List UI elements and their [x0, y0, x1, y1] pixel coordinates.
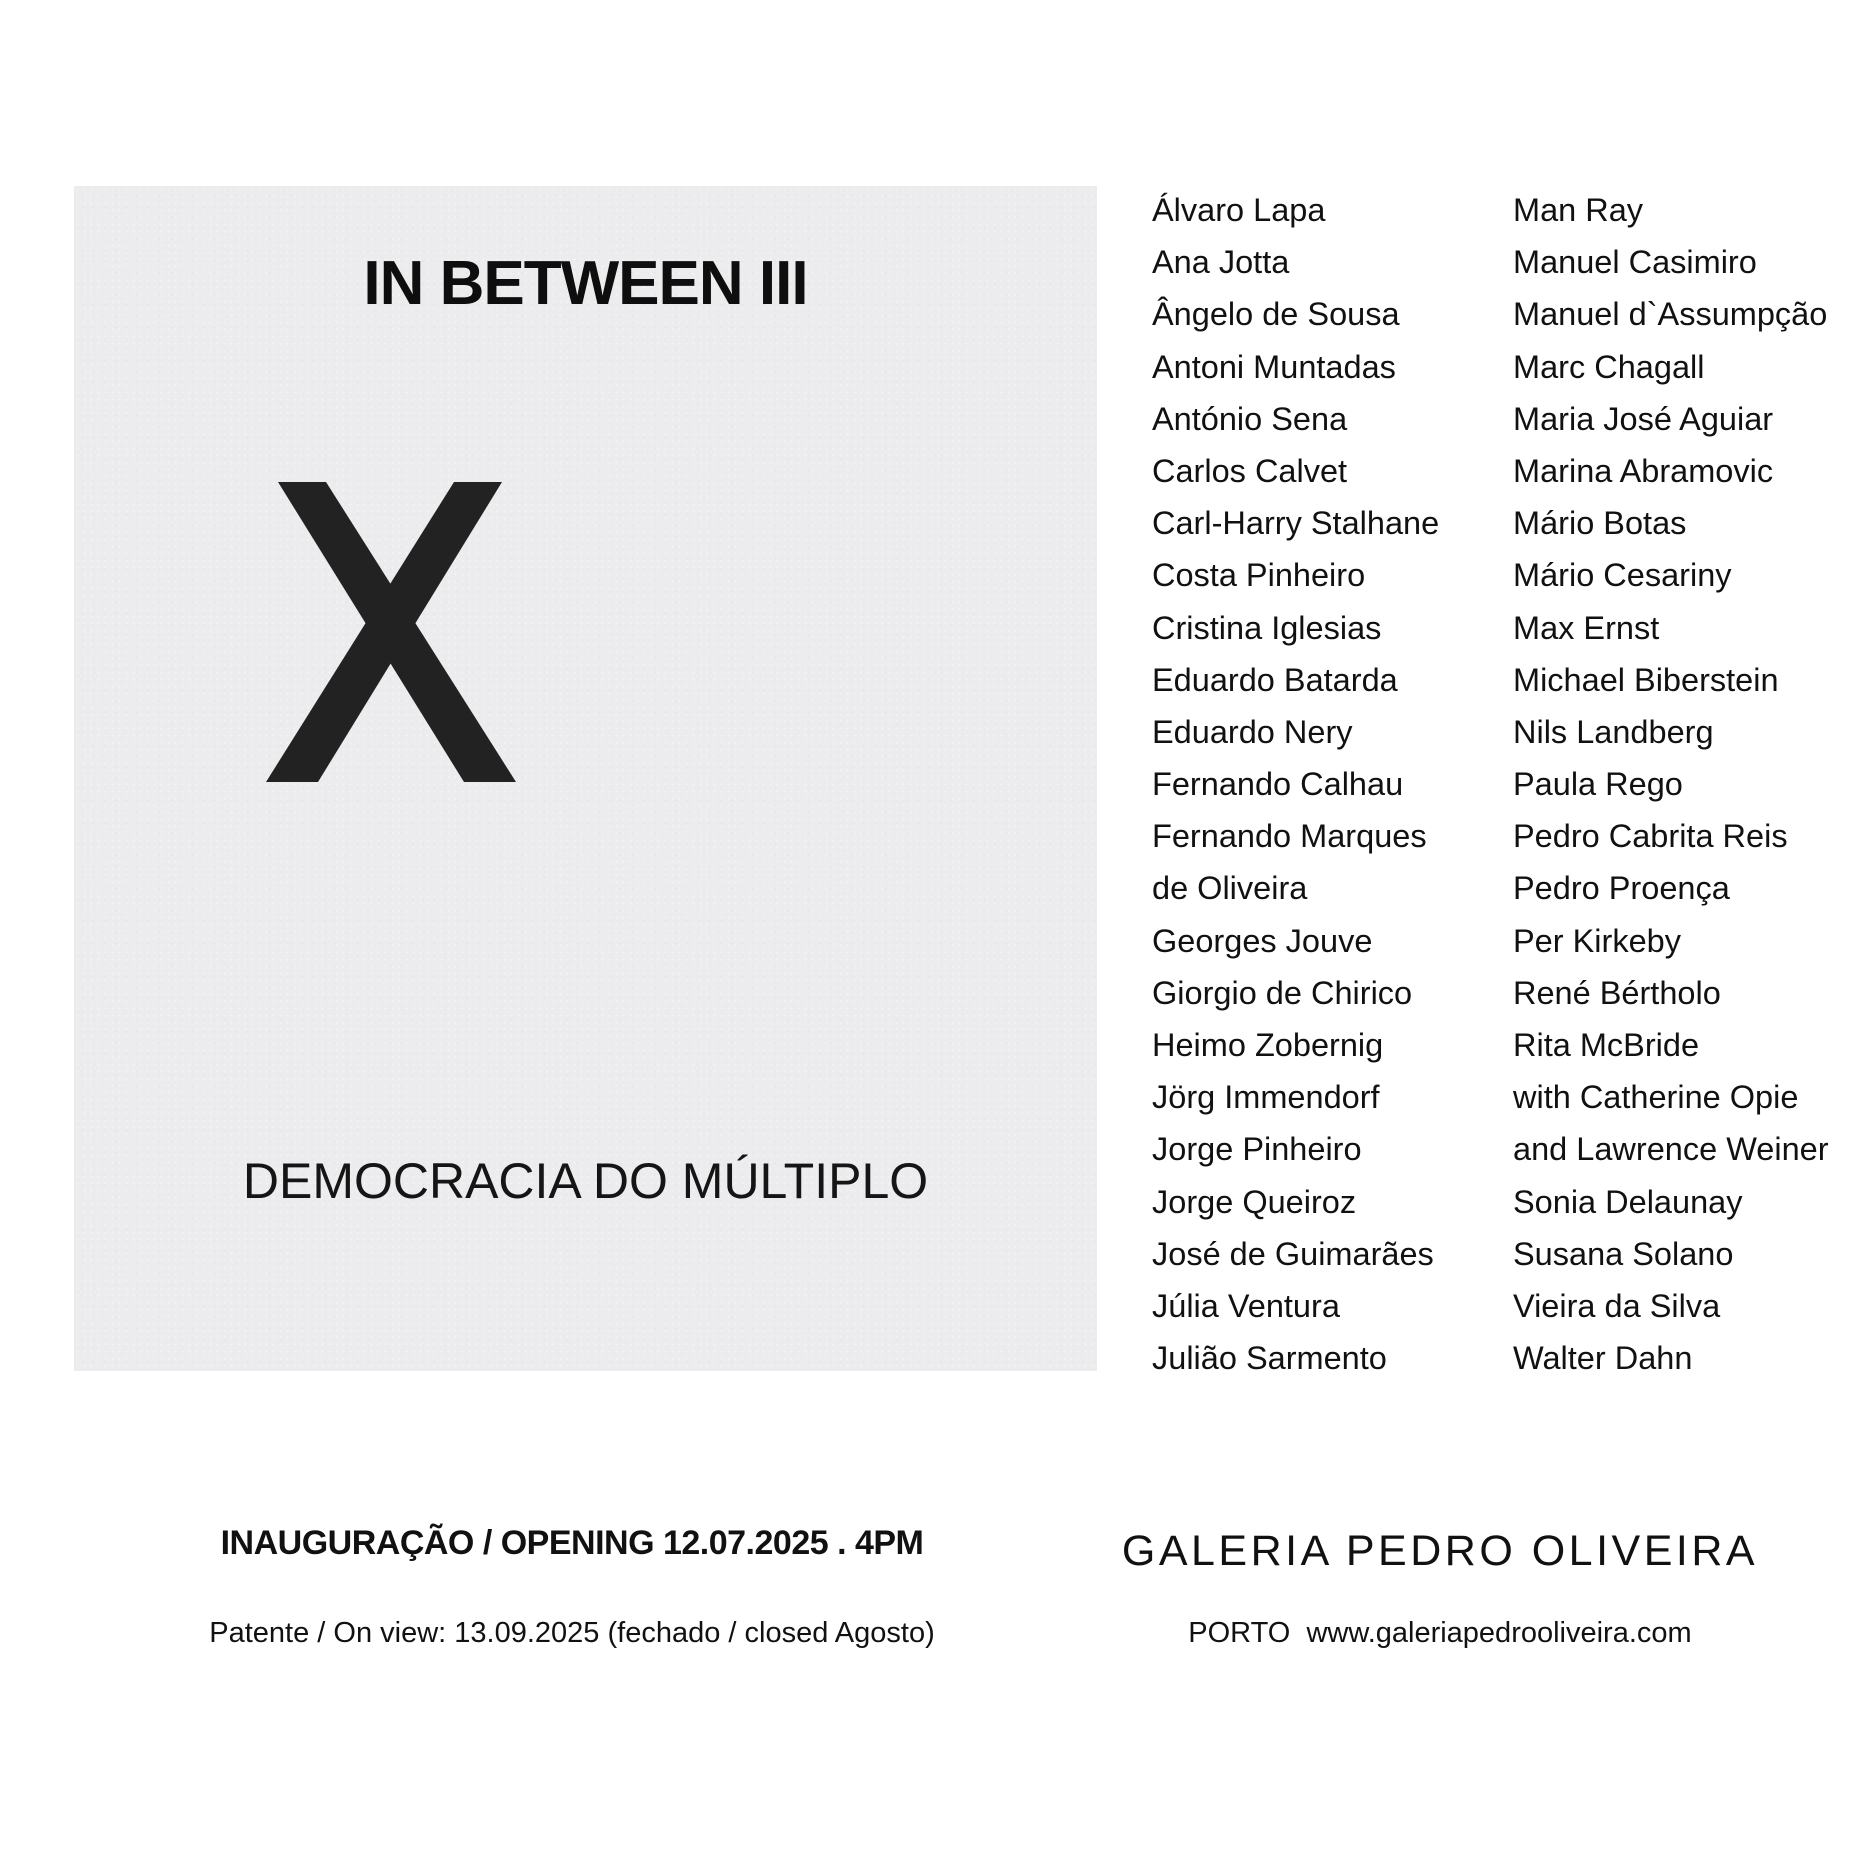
- artist-name: with Catherine Opie: [1513, 1079, 1799, 1116]
- artist-name: René Bértholo: [1513, 974, 1721, 1011]
- artist-name: Marc Chagall: [1513, 348, 1705, 385]
- artist-name: Antoni Muntadas: [1152, 348, 1396, 385]
- artist-name: Susana Solano: [1513, 1235, 1734, 1272]
- artist-name: Jorge Pinheiro: [1152, 1131, 1362, 1168]
- exhibition-poster-card: [74, 186, 1097, 1371]
- artist-name: Jorge Queiroz: [1152, 1183, 1357, 1220]
- artist-name: Carl-Harry Stalhane: [1152, 505, 1440, 542]
- artist-name: Ana Jotta: [1152, 244, 1290, 281]
- artist-name: and Lawrence Weiner: [1513, 1131, 1829, 1168]
- artist-name: Per Kirkeby: [1513, 922, 1681, 959]
- opening-date: INAUGURAÇÃO / OPENING 12.07.2025 . 4PM: [220, 1524, 924, 1562]
- artist-name: Heimo Zobernig: [1152, 1027, 1384, 1063]
- artist-name: Júlia Ventura: [1152, 1287, 1340, 1324]
- artist-name: Eduardo Nery: [1152, 713, 1353, 750]
- artist-name: Pedro Cabrita Reis: [1513, 818, 1788, 855]
- artist-list-left: [1152, 184, 1439, 1384]
- artist-name: Jörg Immendorf: [1152, 1079, 1380, 1116]
- artist-name: Giorgio de Chirico: [1152, 974, 1413, 1011]
- artist-name: Pedro Proença: [1513, 870, 1730, 907]
- artist-name: António Sena: [1152, 400, 1348, 437]
- artist-name: de Oliveira: [1152, 870, 1308, 907]
- artist-name: José de Guimarães: [1152, 1235, 1434, 1272]
- artist-name: Mário Cesariny: [1513, 557, 1732, 594]
- artist-name: Sonia Delaunay: [1513, 1183, 1743, 1220]
- gallery-name: GALERIA PEDRO OLIVEIRA: [1121, 1527, 1759, 1575]
- artist-name: Manuel d`Assumpção: [1513, 296, 1828, 333]
- artist-name: Paula Rego: [1513, 766, 1683, 803]
- artist-name: Georges Jouve: [1152, 922, 1373, 959]
- artist-name: Max Ernst: [1513, 609, 1660, 646]
- artist-name: Ângelo de Sousa: [1152, 296, 1400, 333]
- artist-name: Nils Landberg: [1513, 713, 1714, 750]
- artist-name: Mário Botas: [1513, 505, 1687, 542]
- artist-name: Julião Sarmento: [1152, 1340, 1387, 1377]
- artist-name: Maria José Aguiar: [1513, 400, 1774, 437]
- artist-name: Rita McBride: [1513, 1027, 1700, 1063]
- exhibition-title: IN BETWEEN III: [363, 249, 808, 318]
- artist-name: Eduardo Batarda: [1152, 661, 1398, 698]
- artist-name: Manuel Casimiro: [1513, 244, 1757, 281]
- artist-name: Álvaro Lapa: [1152, 192, 1326, 228]
- artist-name: Vieira da Silva: [1513, 1287, 1721, 1324]
- on-view-dates: Patente / On view: 13.09.2025 (fechado / closed Agosto): [209, 1617, 935, 1649]
- artist-name: Michael Biberstein: [1513, 661, 1779, 698]
- artist-list-right: [1513, 184, 1829, 1384]
- gallery-city-website: PORTO www.galeriapedrooliveira.com: [1188, 1617, 1692, 1649]
- artist-name: Marina Abramovic: [1513, 452, 1774, 489]
- artist-name: Fernando Calhau: [1152, 766, 1404, 803]
- artist-name: Walter Dahn: [1513, 1340, 1693, 1377]
- exhibition-subtitle: DEMOCRACIA DO MÚLTIPLO: [242, 1153, 929, 1209]
- artist-name: Fernando Marques: [1152, 818, 1427, 855]
- artist-name: Carlos Calvet: [1152, 452, 1348, 489]
- artist-name: Cristina Iglesias: [1152, 609, 1382, 646]
- artist-name: Costa Pinheiro: [1152, 557, 1366, 594]
- x-glyph-mark: [266, 482, 516, 782]
- artist-name: Man Ray: [1513, 192, 1644, 228]
